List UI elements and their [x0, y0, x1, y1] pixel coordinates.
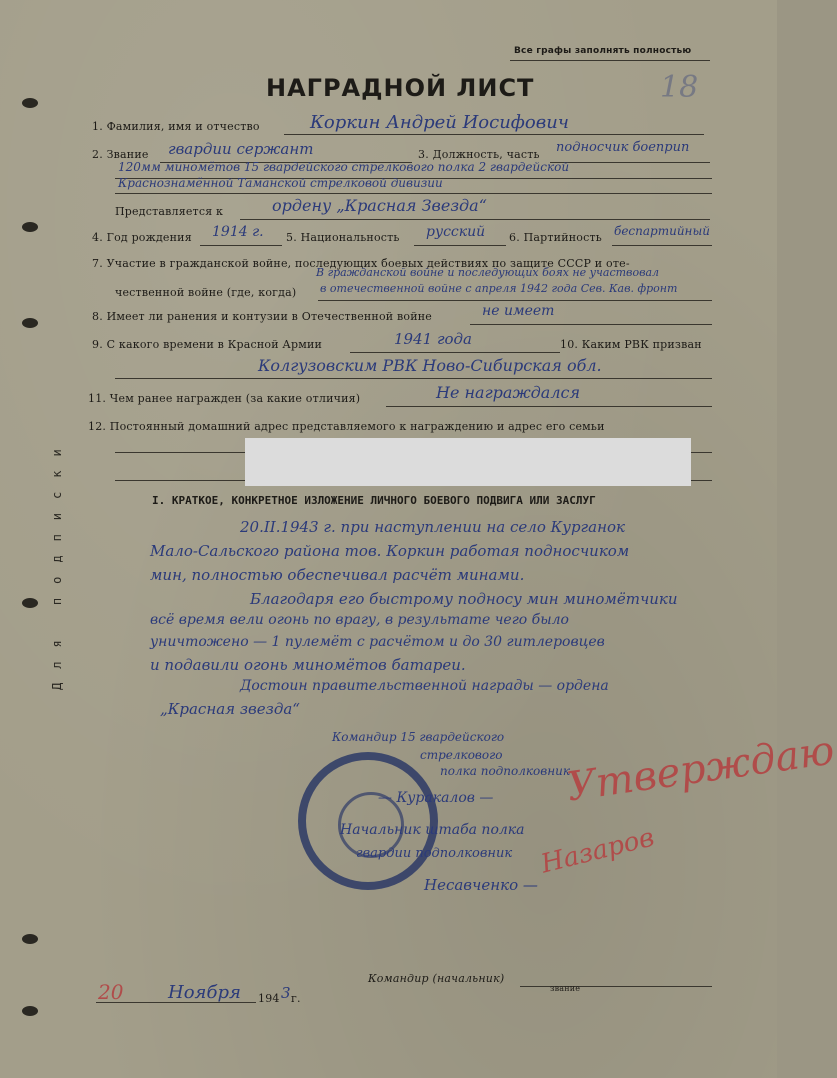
field-10-label: 10. Каким РВК призван	[560, 338, 702, 351]
narrative-line: Мало-Сальского района тов. Коркин работая подносчиком	[150, 542, 630, 560]
year-end: г.	[291, 992, 301, 1005]
field-3-value-a: подносчик боеприп	[556, 140, 690, 155]
represented-value: ордену „Красная Звезда“	[272, 196, 487, 215]
field-10-value: Колгузовским РВК Ново-Сибирская обл.	[258, 356, 602, 375]
narrative-line: уничтожено — 1 пулемёт с расчётом и до 30 гитлеровцев	[150, 634, 605, 650]
red-signature: Назаров	[538, 822, 658, 880]
chief-title-b: гвардии подполковник	[356, 846, 513, 861]
binding-hole	[22, 222, 38, 232]
field-9-label: 9. С какого времени в Красной Армии	[92, 338, 323, 351]
underline	[318, 300, 712, 301]
underline	[350, 352, 560, 353]
narrative-line: „Красная звезда“	[160, 700, 300, 718]
year-prefix: 194	[258, 992, 280, 1005]
binding-hole	[22, 598, 38, 608]
commander-title-c: полка подполковник	[440, 764, 571, 778]
chief-name: Несавченко —	[424, 876, 538, 894]
underline	[240, 219, 710, 220]
field-12-label: 12. Постоянный домашний адрес представляемого к награждению и адрес его семьи	[88, 420, 605, 433]
field-2-label: 2. Звание	[92, 148, 149, 161]
divider	[510, 60, 710, 61]
binding-hole	[22, 934, 38, 944]
redacted-area	[245, 438, 691, 486]
binding-hole	[22, 318, 38, 328]
field-8-label: 8. Имеет ли ранения и контузии в Отечественной войне	[92, 310, 433, 323]
underline	[470, 324, 712, 325]
narrative-line: мин, полностью обеспечивал расчёт минами.	[150, 566, 525, 584]
official-seal	[298, 752, 438, 890]
field-5-label: 5. Национальность	[286, 231, 400, 244]
field-8-value: не имеет	[482, 303, 555, 319]
field-7-value-b: в отечественной войне с апреля 1942 года Сев. Кав. фронт	[320, 282, 678, 295]
underline	[386, 406, 712, 407]
underline	[520, 986, 712, 987]
page-title: НАГРАДНОЙ ЛИСТ	[266, 74, 535, 102]
year-suffix: 3	[281, 984, 291, 1002]
corner-mark: 18	[660, 70, 699, 105]
field-4-value: 1914 г.	[212, 224, 264, 240]
underline	[284, 134, 704, 135]
underline	[115, 193, 712, 194]
day-value: 20	[98, 980, 124, 1004]
field-7-value-a: В гражданской войне и последующих боях не участвовал	[316, 266, 660, 279]
field-3-value-c: Краснознамённой Таманской стрелковой дивизии	[118, 176, 443, 190]
commander-title-a: Командир 15 гвардейского	[332, 730, 505, 744]
narrative-line: и подавили огонь миномётов батареи.	[150, 656, 466, 674]
section-heading: I. КРАТКОЕ, КОНКРЕТНОЕ ИЗЛОЖЕНИЕ ЛИЧНОГО БОЕВОГО ПОДВИГА ИЛИ ЗАСЛУГ	[152, 494, 596, 507]
field-4-label: 4. Год рождения	[92, 231, 192, 244]
binding-hole	[22, 1006, 38, 1016]
underline	[414, 245, 506, 246]
underline	[550, 162, 710, 163]
field-7-label-b: чественной войне (где, когда)	[115, 286, 297, 299]
commander-footer-label: Командир (начальник)	[368, 972, 505, 985]
binding-hole	[22, 98, 38, 108]
underline	[612, 245, 712, 246]
underline	[115, 378, 712, 379]
commander-name: — Куракалов —	[378, 790, 494, 806]
field-6-value: беспартийный	[614, 224, 710, 238]
month-value: Ноября	[168, 982, 241, 1003]
field-3-value-b: 120мм миномётов 15 гвардейского стрелкового полка 2 гвардейской	[118, 160, 570, 174]
narrative-line: всё время вели огонь по врагу, в результате чего было	[150, 612, 569, 628]
field-6-label: 6. Партийность	[509, 231, 602, 244]
zvanie-label: звание	[550, 984, 581, 993]
field-3-label: 3. Должность, часть	[418, 148, 540, 161]
narrative-line: 20.II.1943 г. при наступлении на село Курганок	[240, 518, 625, 536]
chief-title-a: Начальник штаба полка	[340, 822, 525, 838]
commander-title-b: стрелкового	[420, 748, 503, 762]
field-9-value: 1941 года	[394, 330, 473, 348]
represented-label: Представляется к	[115, 205, 224, 218]
vertical-signature-label: Для подписки	[50, 435, 64, 690]
underline	[200, 245, 282, 246]
field-11-value: Не награждался	[436, 383, 581, 402]
narrative-line: Благодаря его быстрому подносу мин миномётчики	[250, 590, 678, 608]
field-7-label-a: 7. Участие в гражданской войне, последующих боевых действиях по защите СССР и оте-	[92, 257, 630, 270]
field-1-value: Коркин Андрей Иосифович	[310, 112, 569, 133]
top-note: Все графы заполнять полностью	[514, 46, 692, 56]
narrative-line: Достоин правительственной награды — ордена	[240, 678, 609, 694]
field-2-value: гвардии сержант	[168, 140, 314, 158]
field-11-label: 11. Чем ранее награжден (за какие отличия)	[88, 392, 361, 405]
field-5-value: русский	[426, 224, 486, 240]
red-approval-mark: Утверждаю	[564, 727, 837, 811]
field-1-label: 1. Фамилия, имя и отчество	[92, 120, 260, 133]
